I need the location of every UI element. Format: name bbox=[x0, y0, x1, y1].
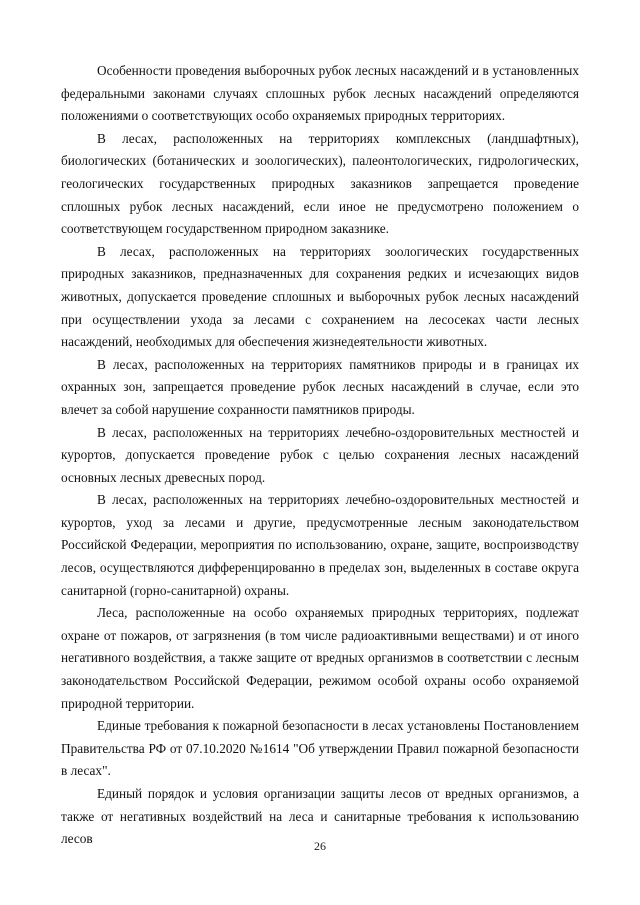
paragraph-7: Леса, расположенные на особо охраняемых природных территориях, подлежат охране от пожаров, от загрязнения (в том числе радиоактивными веществами) и от иного негативного воздействия, а также защите от вредных организмов в соответствии с лесным законодательством Российской Федерации, режимом особой охраны особо охраняемой природной территории. bbox=[61, 605, 579, 711]
paragraph-8: Единые требования к пожарной безопасности в лесах установлены Постановлением Правительства РФ от 07.10.2020 №1614 "Об утверждении Правил пожарной безопасности в лесах". bbox=[61, 718, 579, 779]
page-number: 26 bbox=[314, 839, 326, 853]
paragraph-6: В лесах, расположенных на территориях лечебно-оздоровительных местностей и курортов, уход за лесами и другие, предусмотренные лесным законодательством Российской Федерации, мероприятия по использованию, охране, защите, воспроизводству лесов, осуществляются дифференцированно в пределах зон, выделенных в составе округа санитарной (горно-санитарной) охраны. bbox=[61, 492, 579, 598]
paragraph-9: Единый порядок и условия организации защиты лесов от вредных организмов, а также от негативных воздействий на леса и санитарные требования к использованию лесов bbox=[61, 786, 579, 847]
paragraph-4: В лесах, расположенных на территориях памятников природы и в границах их охранных зон, запрещается проведение рубок лесных насаждений в случае, если это влечет за собой нарушение сохранности памятников природы. bbox=[61, 356, 579, 417]
paragraph-1: Особенности проведения выборочных рубок лесных насаждений и в установленных федеральными законами случаях сплошных рубок лесных насаждений определяются положениями о соответствующих особо охраняемых природных территориях. bbox=[61, 63, 579, 124]
paragraph-3: В лесах, расположенных на территориях зоологических государственных природных заказников, предназначенных для сохранения редких и исчезающих видов животных, допускается проведение сплошных и выборочных рубок лесных насаждений при осуществлении ухода за лесами с сохранением на лесосеках части лесных насаждений, необходимых для обеспечения жизнедеятельности животных. bbox=[61, 243, 579, 350]
paragraph-5: В лесах, расположенных на территориях лечебно-оздоровительных местностей и курортов, допускается проведение рубок с целью сохранения лесных насаждений основных лесных древесных пород. bbox=[61, 424, 579, 485]
paragraph-2: В лесах, расположенных на территориях комплексных (ландшафтных), биологических (ботанических и зоологических), палеонтологических, гидрологических, геологических государственных природных заказников запрещается проведение сплошных рубок лесных насаждений, если иное не предусмотрено положением о соответствующем государственном природном заказнике. bbox=[61, 130, 579, 237]
body-text bbox=[61, 60, 579, 851]
